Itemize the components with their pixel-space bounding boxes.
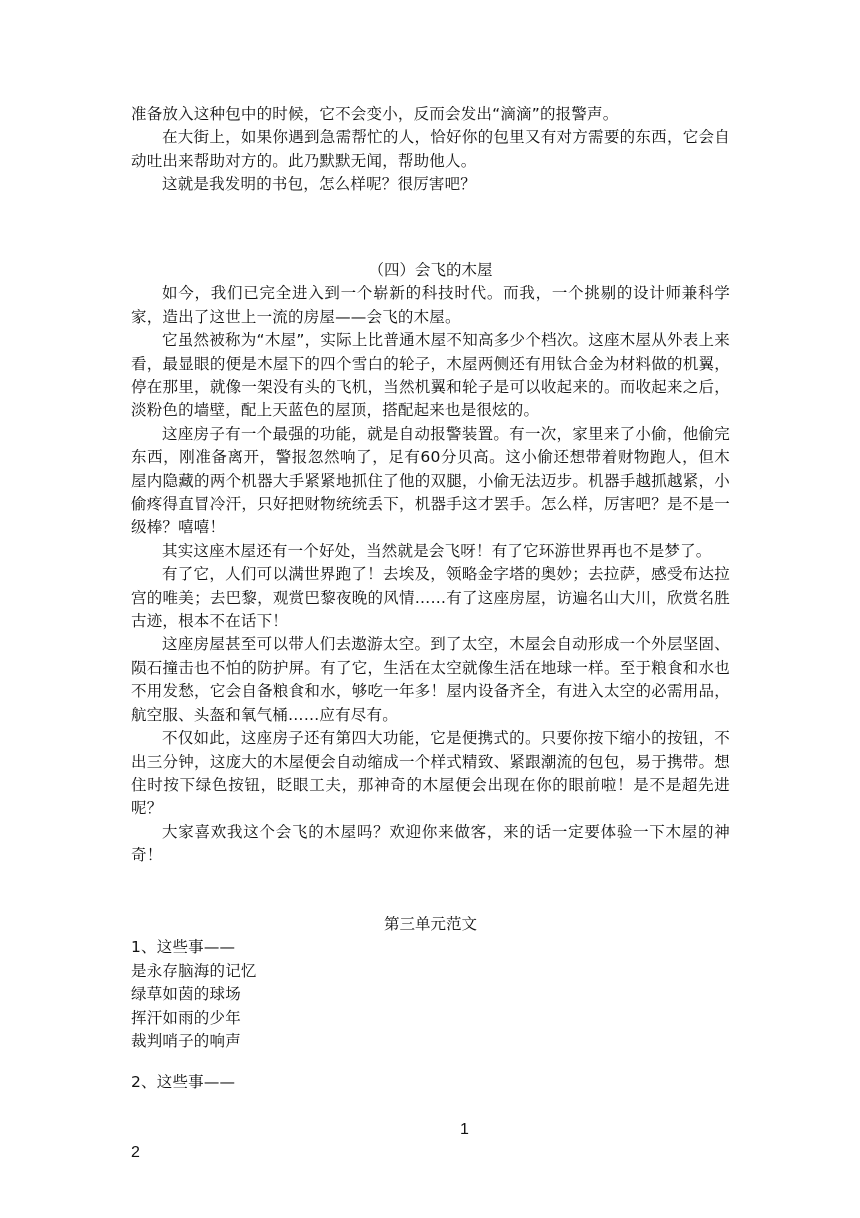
page-number-center: 1 xyxy=(460,1121,469,1138)
section4-paragraph-1: 如今，我们已完全进入到一个崭新的科技时代。而我，一个挑剔的设计师兼科学家，造出了这世上一流的房屋——会飞的木屋。 xyxy=(131,284,730,326)
section4-paragraph-6: 这座房屋甚至可以带人们去遨游太空。到了太空，木屋会自动形成一个外层坚固、陨石撞击也不怕的防护屏。有了它，生活在太空就像生活在地球一样。至于粮食和水也不用发愁，它会自备粮食和水，够吃一年多！屋内设备齐全，有进入太空的必需用品，航空服、头盔和氧气桶……应有尽有。 xyxy=(131,635,730,724)
poem2-line-1: 2、这些事—— xyxy=(131,1073,236,1091)
intro-paragraph-2: 在大街上，如果你遇到急需帮忙的人，恰好你的包里又有对方需要的东西，它会自动吐出来帮助对方的。此乃默默无闻，帮助他人。 xyxy=(131,128,730,170)
poem1-block xyxy=(131,936,730,1053)
poem1-line-5: 裁判哨子的响声 xyxy=(131,1032,241,1051)
poem1-line-3: 绿草如茵的球场 xyxy=(131,985,241,1004)
section4-paragraph-8: 大家喜欢我这个会飞的木屋吗？欢迎你来做客，来的话一定要体验一下木屋的神奇！ xyxy=(131,822,730,865)
unit3-title: 第三单元范文 xyxy=(383,915,477,933)
section4-paragraph-2: 它虽然被称为“木屋”，实际上比普通木屋不知高多少个档次。这座木屋从外表上来看，最显眼的便是木屋下的四个雪白的轮子，木屋两侧还有用钛合金为材料做的机翼，停在那里，就像一架没有头的飞机，当然机翼和轮子是可以收起来的。而收起来之后，淡粉色的墙壁，配上天蓝色的屋顶，搭配起来也是很炫的。 xyxy=(131,331,730,420)
section4-paragraph-3: 这座房子有一个最强的功能，就是自动报警装置。有一次，家里来了小偷，他偷完东西，刚准备离开，警报忽然响了，足有60分贝高。这小偷还想带着财物跑人，但木屋内隐藏的两个机器大手紧紧地抓住了他的双腿，小偷无法迈步。机器手越抓越紧，小偷疼得直冒冷汗，只好把财物统统丢下，机器手这才罢手。怎么样，厉害吧？是不是一级棒？嘻嘻！ xyxy=(131,424,730,537)
section4-paragraph-5: 有了它，人们可以满世界跑了！去埃及，领略金字塔的奥妙；去拉萨，感受布达拉宫的唯美；去巴黎，观赏巴黎夜晚的风情……有了这座房屋，访遍名山大川，欣赏名胜古迹，根本不在话下！ xyxy=(131,565,730,631)
intro-paragraph-3: 这就是我发明的书包，怎么样呢？很厉害吧？ xyxy=(162,175,477,194)
poem1-line-1: 1、这些事—— xyxy=(131,938,236,957)
section4-title: （四）会飞的木屋 xyxy=(368,261,493,279)
intro-paragraph-1: 准备放入这种包中的时候，它不会变小，反而会发出“滴滴”的报警声。 xyxy=(131,105,619,123)
intro-block xyxy=(131,103,730,197)
poem2-block xyxy=(131,1071,730,1094)
poem1-line-2: 是永存脑海的记忆 xyxy=(131,961,257,980)
page-number-left: 2 xyxy=(131,1144,140,1161)
section4-paragraph-4: 其实这座木屋还有一个好处，当然就是会飞呀！有了它环游世界再也不是梦了。 xyxy=(162,541,712,560)
section4-body xyxy=(131,282,730,867)
section4-paragraph-7: 不仅如此，这座房子还有第四大功能，它是便携式的。只要你按下缩小的按钮，不出三分钟，这庞大的木屋便会自动缩成一个样式精致、紧跟潮流的包包，易于携带。想住时按下绿色按钮，眨眼工夫，那神奇的木屋便会出现在你的眼前啦！是不是超先进呢？ xyxy=(131,729,730,818)
poem1-line-4: 挥汗如雨的少年 xyxy=(131,1008,241,1027)
